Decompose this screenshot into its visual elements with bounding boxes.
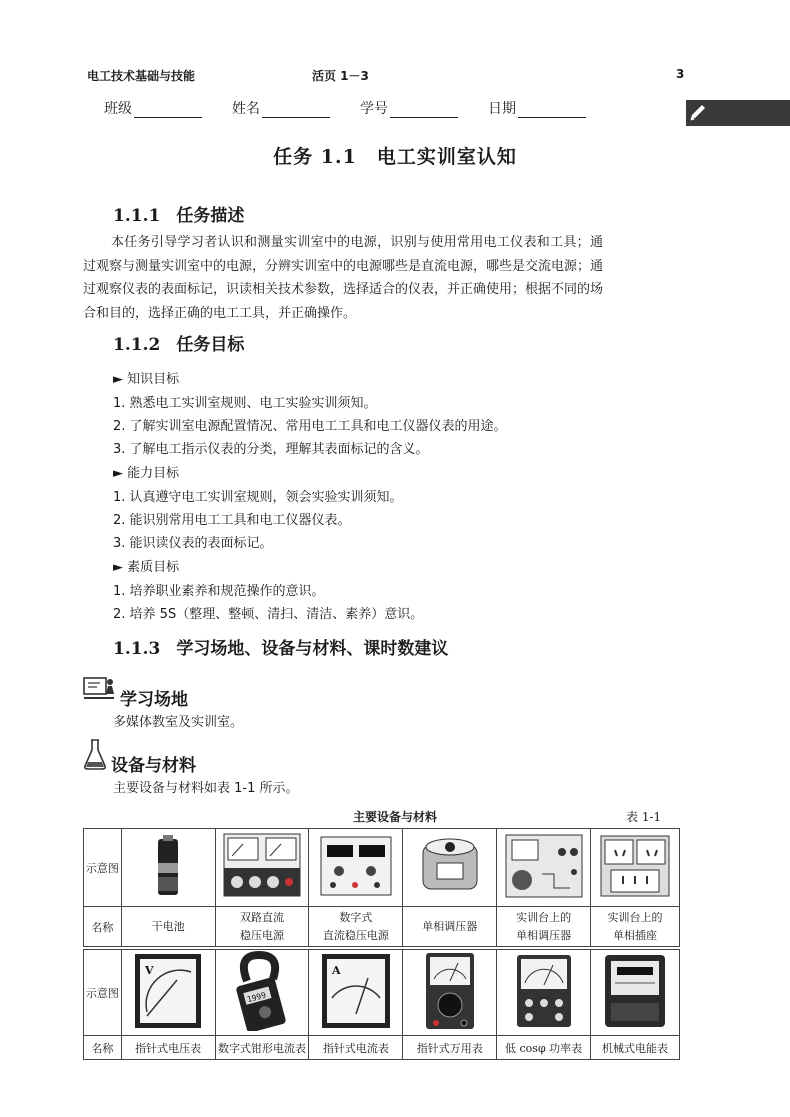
list-item: 2. 培养 5S（整理、整顿、清扫、清洁、素养）意识。 (113, 607, 424, 622)
image-energy-meter (591, 950, 680, 1036)
section-heading-goals: 1.1.2 任务目标 (113, 335, 245, 355)
image-bench-variac (497, 829, 591, 907)
edit-tab[interactable] (686, 100, 790, 126)
image-clamp-meter (215, 950, 309, 1036)
knowledge-goals-heading: ► 知识目标 (113, 372, 180, 387)
voltmeter-letter: V (145, 964, 154, 977)
table-cell: 干电池 (121, 907, 215, 947)
table-row (84, 1036, 680, 1060)
image-wattmeter (497, 950, 591, 1036)
table-cell: 指针式电压表 (121, 1036, 215, 1060)
battery-icon (148, 833, 188, 899)
field-class[interactable]: 班级 (104, 98, 202, 118)
list-item: 1. 熟悉电工实训室规则、电工实验实训须知。 (113, 396, 377, 411)
table-row (84, 829, 680, 907)
table-cell: 实训台上的 单相调压器 (497, 907, 591, 947)
table-cell: 双路直流 稳压电源 (215, 907, 309, 947)
clamp-display: 1999 (246, 990, 268, 1005)
field-date[interactable]: 日期 (488, 98, 586, 118)
task-title: 任务 1.1 电工实训室认知 (273, 146, 517, 168)
equipment-text: 主要设备与材料如表 1-1 所示。 (113, 781, 299, 796)
table-cell: 机械式电能表 (591, 1036, 680, 1060)
flask-icon (82, 737, 108, 771)
table-number: 表 1-1 (626, 810, 662, 824)
table-cell: 数字式钳形电流表 (215, 1036, 309, 1060)
pencil-icon (686, 100, 712, 126)
multimeter-icon (422, 951, 478, 1031)
image-digital-dc-supply (309, 829, 403, 907)
list-item: 3. 了解电工指示仪表的分类，理解其表面标记的含义。 (113, 442, 429, 457)
voltmeter-icon (131, 952, 205, 1030)
image-variac (403, 829, 497, 907)
variac-icon (417, 835, 483, 897)
bench-variac-icon (502, 832, 586, 900)
classroom-icon (82, 674, 116, 702)
table-cell: 实训台上的 单相插座 (591, 907, 680, 947)
image-voltmeter (121, 950, 215, 1036)
list-item: 1. 培养职业素养和规范操作的意识。 (113, 584, 325, 599)
image-ammeter (309, 950, 403, 1036)
list-item: 2. 能识别常用电工工具和电工仪器仪表。 (113, 513, 351, 528)
socket-icon (597, 832, 673, 900)
section-heading-description: 1.1.1 任务描述 (113, 206, 245, 226)
row-label: 名称 (84, 907, 122, 947)
table-row (84, 950, 680, 1036)
image-dual-dc-supply (215, 829, 309, 907)
section-heading-venue-equipment: 1.1.3 学习场地、设备与材料、课时数建议 (113, 639, 449, 659)
table-caption: 主要设备与材料 (352, 810, 437, 824)
ammeter-icon (318, 952, 394, 1030)
table-row (84, 907, 680, 947)
energy-meter-icon (599, 951, 671, 1031)
digital-dc-power-supply-icon (315, 833, 397, 899)
table-cell: 低 cosφ 功率表 (497, 1036, 591, 1060)
wattmeter-icon (511, 951, 577, 1031)
table-cell: 指针式万用表 (403, 1036, 497, 1060)
image-analog-multimeter (403, 950, 497, 1036)
table-cell: 数字式 直流稳压电源 (309, 907, 403, 947)
row-label: 示意图 (84, 950, 122, 1036)
equipment-table (83, 828, 680, 1060)
dual-dc-power-supply-icon (221, 832, 303, 900)
row-label: 示意图 (84, 829, 122, 907)
quality-goals-heading: ► 素质目标 (113, 560, 180, 575)
page-number: 3 (676, 67, 685, 81)
row-label: 名称 (84, 1036, 122, 1060)
equipment-heading: 设备与材料 (111, 756, 196, 776)
clamp-meter-icon (229, 951, 295, 1031)
student-info-fields (104, 98, 616, 118)
task-description: 本任务引导学习者认识和测量实训室中的电源，识别与使用常用电工仪表和工具；通过观察与测量实训室中的电源，分辨实训室中的电源哪些是直流电源，哪些是交流电源；通过观察仪表的表面标记，识读相关技术参数，选择适合的仪表，并正确使用；根据不同的场合和目的，选择正确的电工工具，并正确操作。 (83, 235, 604, 321)
list-item: 3. 能识读仪表的表面标记。 (113, 536, 273, 551)
ammeter-letter: A (331, 964, 341, 977)
image-bench-socket (591, 829, 680, 907)
sheet-label: 活页 1－3 (312, 69, 369, 83)
list-item: 2. 了解实训室电源配置情况、常用电工工具和电工仪器仪表的用途。 (113, 419, 507, 434)
venue-heading: 学习场地 (120, 690, 188, 710)
field-name[interactable]: 姓名 (232, 98, 330, 118)
table-cell: 单相调压器 (403, 907, 497, 947)
book-title: 电工技术基础与技能 (87, 69, 196, 83)
field-student-id[interactable]: 学号 (360, 98, 458, 118)
table-cell: 指针式电流表 (309, 1036, 403, 1060)
ability-goals-heading: ► 能力目标 (113, 466, 180, 481)
image-dry-battery (121, 829, 215, 907)
venue-text: 多媒体教室及实训室。 (113, 715, 244, 730)
list-item: 1. 认真遵守电工实训室规则，领会实验实训须知。 (113, 490, 403, 505)
